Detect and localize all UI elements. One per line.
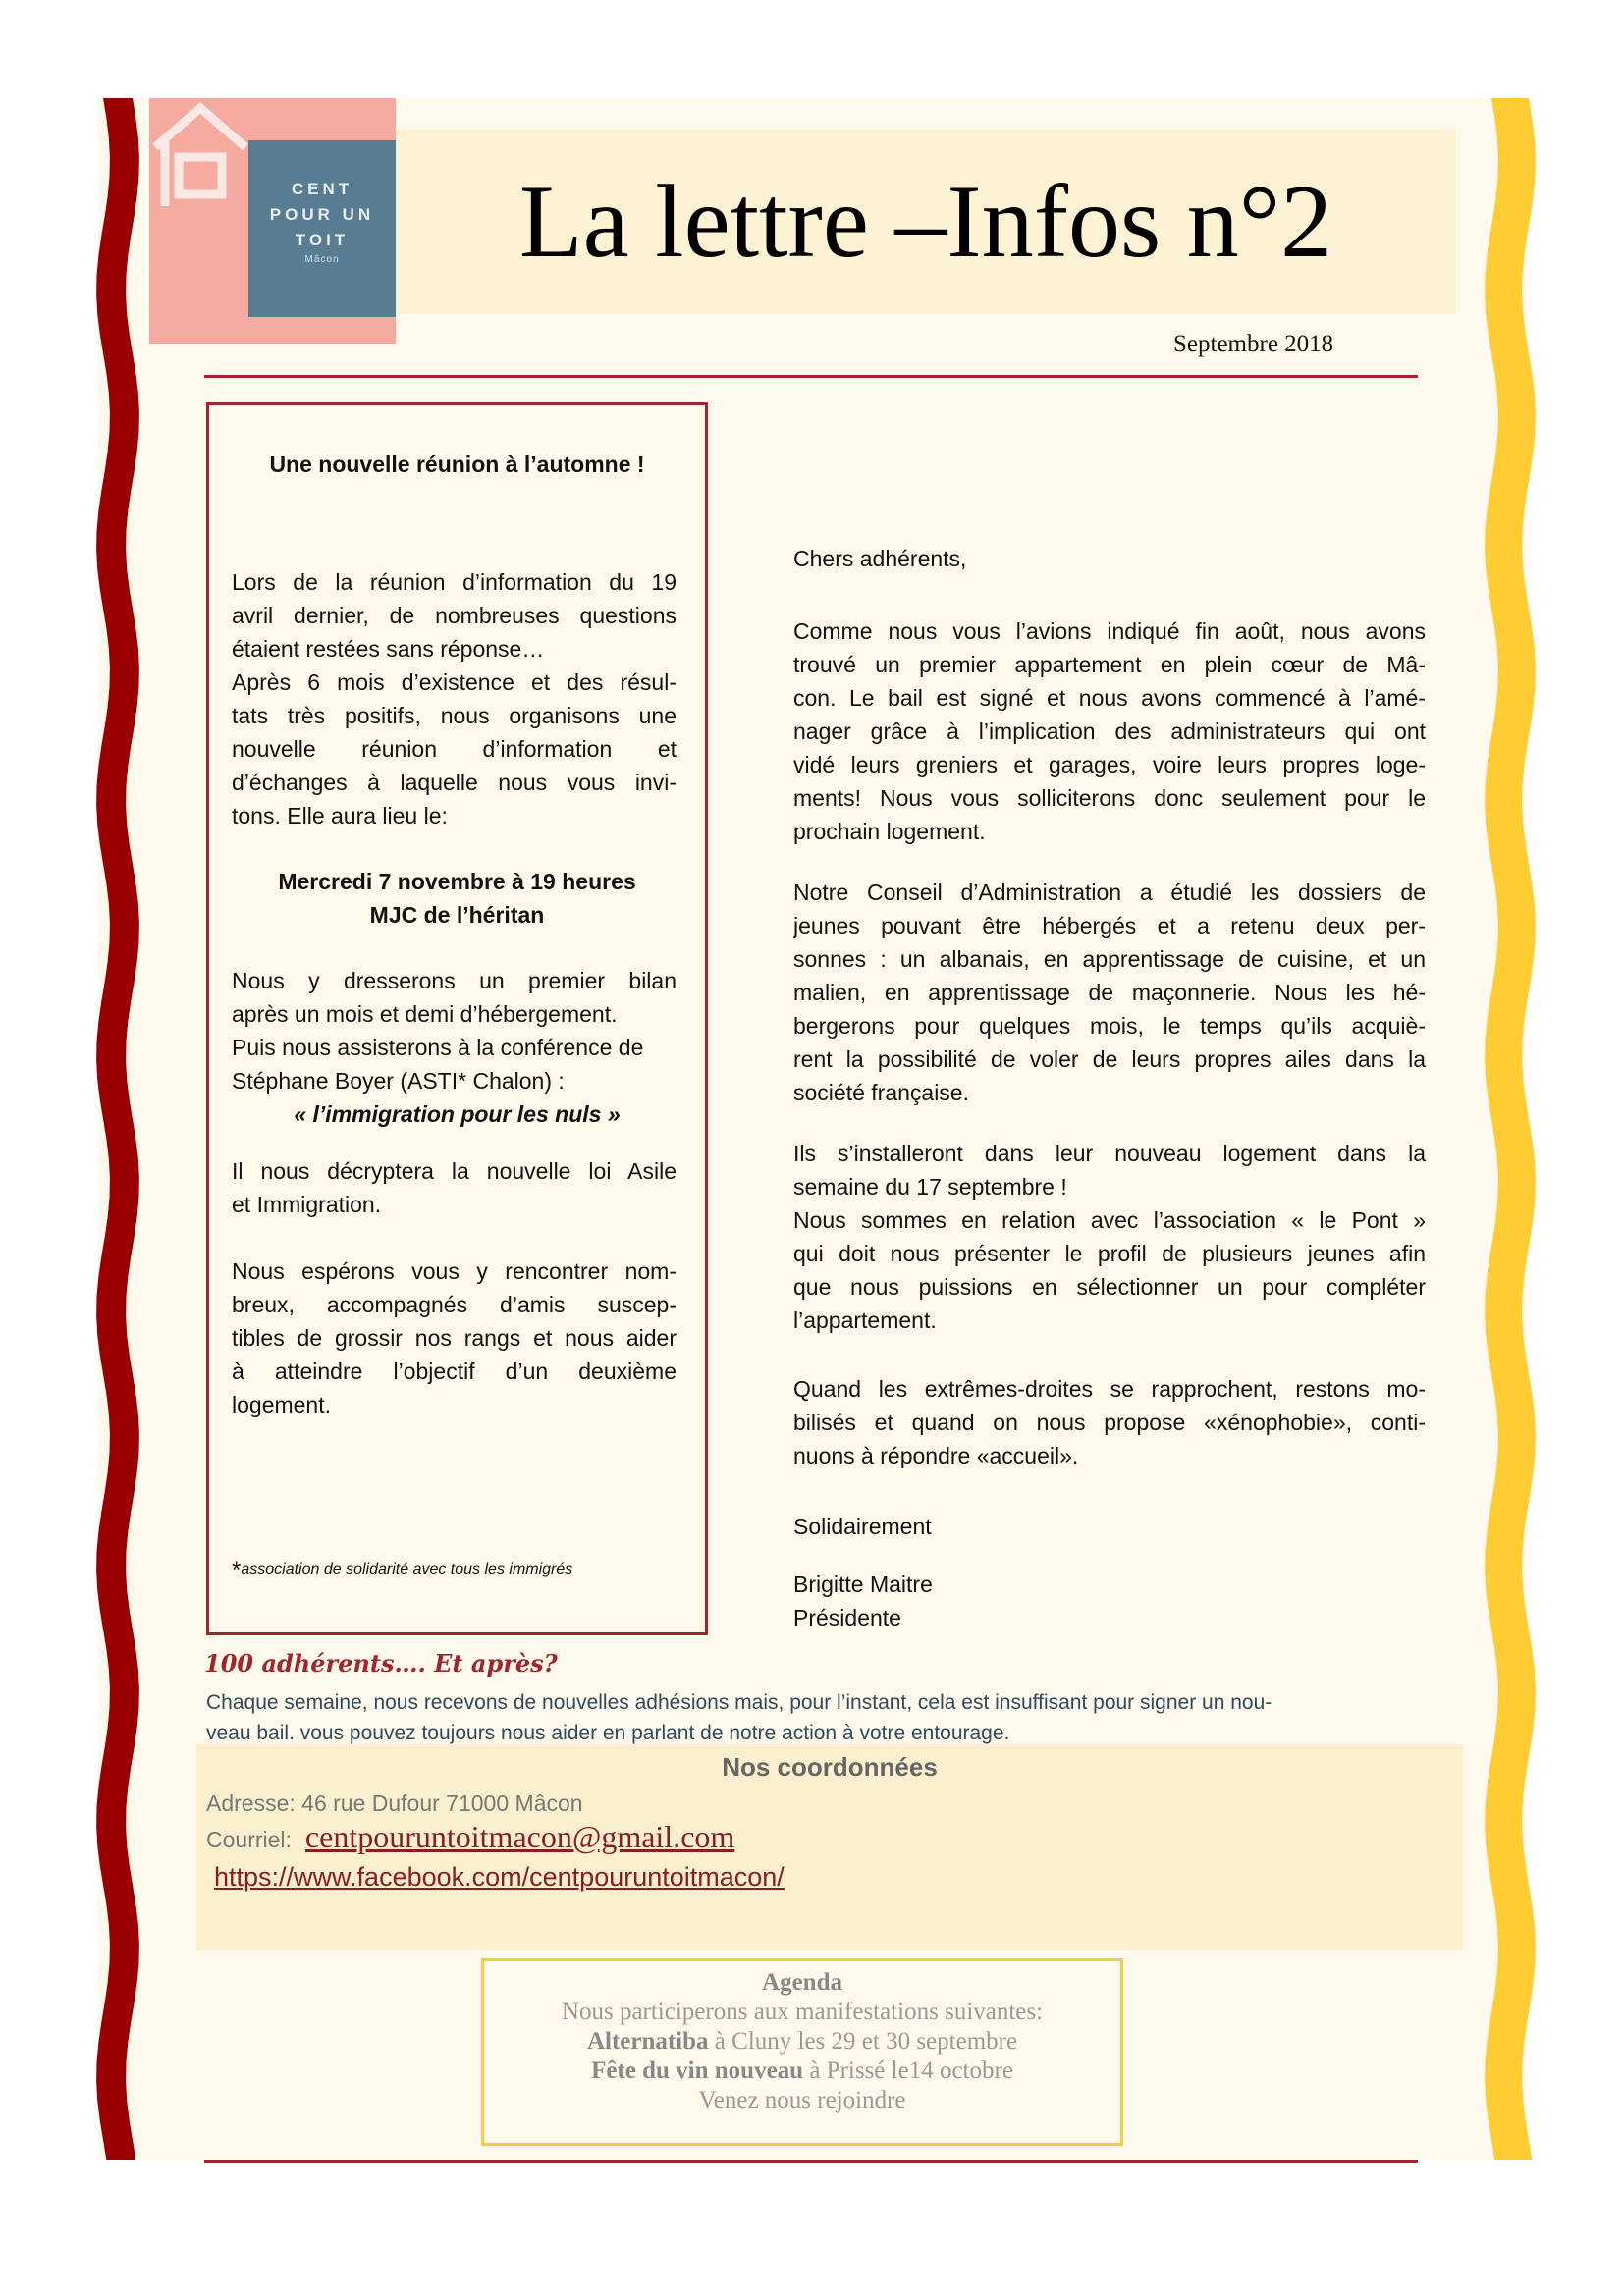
text-line: société française. [793,1080,969,1105]
agenda-title [484,1968,1120,1998]
text-line: Puis nous assisterons à la conférence de [232,1035,644,1060]
text-line: malien, en apprentissage de maçonnerie. Nous les hé- [793,980,1426,1005]
header-divider [204,375,1418,378]
text-line: à atteindre l’objectif d’un deuxième [232,1359,677,1384]
logo-line-2: POUR UN [269,205,375,224]
agenda-event-1 [484,2027,1120,2056]
contact-email-row [206,1819,734,1855]
agenda-event-2-name: Fête du vin nouveau [591,2057,804,2084]
text-line: nouvelle réunion d’information et [232,736,677,762]
text-line: rent la possibilité de voler de leurs propres ailes dans la [793,1046,1426,1072]
text-line: Quand les extrêmes-droites se rapprochent, restons mo- [793,1376,1426,1402]
meeting-paragraph-2 [232,964,677,1097]
text-line: bilisés et quand on nous propose «xénophobie», conti- [793,1410,1426,1435]
text-line: Nous sommes en relation avec l’association « le Pont » [793,1207,1426,1233]
text-line: Comme nous vous l’avions indiqué fin août, nous avons [793,618,1426,644]
text-line: que nous puissions en sélectionner un pour compléter [793,1274,1426,1300]
letter-paragraph-1 [793,614,1426,848]
conference-title: « l’immigration pour les nuls » [294,1101,621,1127]
meeting-paragraph-1 [232,565,677,832]
text-line: nager grâce à l’implication des administrateurs qui ont [793,719,1426,744]
signature-name: Brigitte Maitre [793,1572,933,1597]
adherents-text-line-2: veau bail. vous pouvez toujours nous aider en parlant de notre action à votre entourage. [206,1722,1010,1744]
text-line: vidé leurs greniers et garages, voire leurs propres loge- [793,752,1426,777]
text-line: Nous espérons vous y rencontrer nom- [232,1258,677,1284]
text-line: avril dernier, de nombreuses questions [232,603,677,628]
text-line: et Immigration. [232,1192,382,1217]
letter-greeting: Chers adhérents, [793,546,967,571]
text-line: après un mois et demi d’hébergement. [232,1001,618,1027]
text-line: tats très positifs, nous organisons une [232,703,677,728]
agenda-event-2 [484,2056,1120,2086]
letter-paragraph-3 [793,1137,1426,1337]
text-line: qui doit nous présenter le profil de plusieurs jeunes afin [793,1241,1426,1266]
event-date: Mercredi 7 novembre à 19 heures [278,869,636,894]
issue-date: Septembre 2018 [1173,331,1334,357]
text-line: prochain logement. [793,819,986,844]
logo-line-1: CENT [291,180,353,198]
house-icon [151,100,249,208]
text-line: ments! Nous vous solliciterons donc seulement pour le [793,785,1426,811]
letter-paragraph-2 [793,876,1426,1109]
text-line: étaient restées sans réponse… [232,636,545,662]
logo-city: Mâcon [304,254,340,265]
text-line: trouvé un premier appartement en plein cœur de Mâ- [793,652,1426,677]
text-line: con. Le bail est signé et nous avons commencé à l’amé- [793,685,1426,711]
footnote [232,1557,572,1584]
contact-email-link[interactable]: centpouruntoitmacon@gmail.com [304,1819,735,1854]
letter-paragraph-4 [793,1372,1426,1472]
logo-text [248,177,396,253]
agenda-event-2-details: à Prissé le14 octobre [803,2057,1013,2084]
text-line: l’appartement. [793,1308,937,1333]
text-line: logement. [232,1392,332,1417]
text-line: Notre Conseil d’Administration a étudié les dossiers de [793,880,1426,905]
right-wavy-border [1483,98,1542,2160]
adherents-text-line-1: Chaque semaine, nous recevons de nouvelles adhésions mais, pour l’instant, cela est insuffisant pour signer un nou- [206,1691,1272,1714]
footer-divider [204,2160,1418,2163]
text-line: Nous y dresserons un premier bilan [232,968,677,993]
text-line: Ils s’installeront dans leur nouveau logement dans la [793,1141,1426,1166]
meeting-box-title: Une nouvelle réunion à l’automne ! [269,452,645,477]
letter-closing: Solidairement [793,1514,932,1539]
text-line: Après 6 mois d’existence et des résul- [232,669,677,695]
text-line: tibles de grossir nos rangs et nous aider [232,1325,677,1351]
logo-line-3: TOIT [295,231,350,249]
adherents-title: 100 adhérents…. Et après? [204,1649,558,1678]
contact-email-label: Courriel: [206,1827,292,1852]
page-title: La lettre –Infos n°2 [518,164,1333,279]
text-line: nuons à répondre «accueil». [793,1443,1079,1468]
text-line: semaine du 17 septembre ! [793,1174,1067,1200]
text-line: sonnes : un albanais, en apprentissage de cuisine, et un [793,946,1426,972]
text-line: tons. Elle aura lieu le: [232,803,448,828]
event-place: MJC de l’héritan [369,902,545,928]
agenda-event-1-name: Alternatiba [586,2028,709,2055]
text-line: Il nous décryptera la nouvelle loi Asile [232,1158,677,1184]
meeting-paragraph-4 [232,1255,677,1421]
text-line: Lors de la réunion d’information du 19 [232,569,677,595]
footnote-mark: * [232,1557,242,1583]
text-line: jeunes pouvant être hébergés et a retenu deux per- [793,913,1426,938]
text-line: bergerons pour quelques mois, le temps qu’ils acquiè- [793,1013,1426,1039]
contact-address: Adresse: 46 rue Dufour 71000 Mâcon [206,1790,583,1816]
footnote-text: association de solidarité avec tous les immigrés [241,1561,573,1577]
agenda-title-text: Agenda [762,1969,842,1996]
agenda-event-1-details: à Cluny les 29 et 30 septembre [708,2028,1018,2055]
text-line: Stéphane Boyer (ASTI* Chalon) : [232,1068,565,1094]
contact-title: Nos coordonnées [722,1752,938,1782]
left-wavy-border [96,98,155,2160]
text-line: d’échanges à laquelle nous vous invi- [232,770,677,795]
agenda-intro: Nous participerons aux manifestations suivantes: [561,1999,1044,2025]
signature-role: Présidente [793,1605,901,1630]
meeting-paragraph-3 [232,1154,677,1221]
text-line: breux, accompagnés d’amis suscep- [232,1292,677,1317]
agenda-outro: Venez nous rejoindre [698,2087,906,2113]
facebook-link[interactable]: https://www.facebook.com/centpouruntoitmacon/ [214,1862,785,1892]
